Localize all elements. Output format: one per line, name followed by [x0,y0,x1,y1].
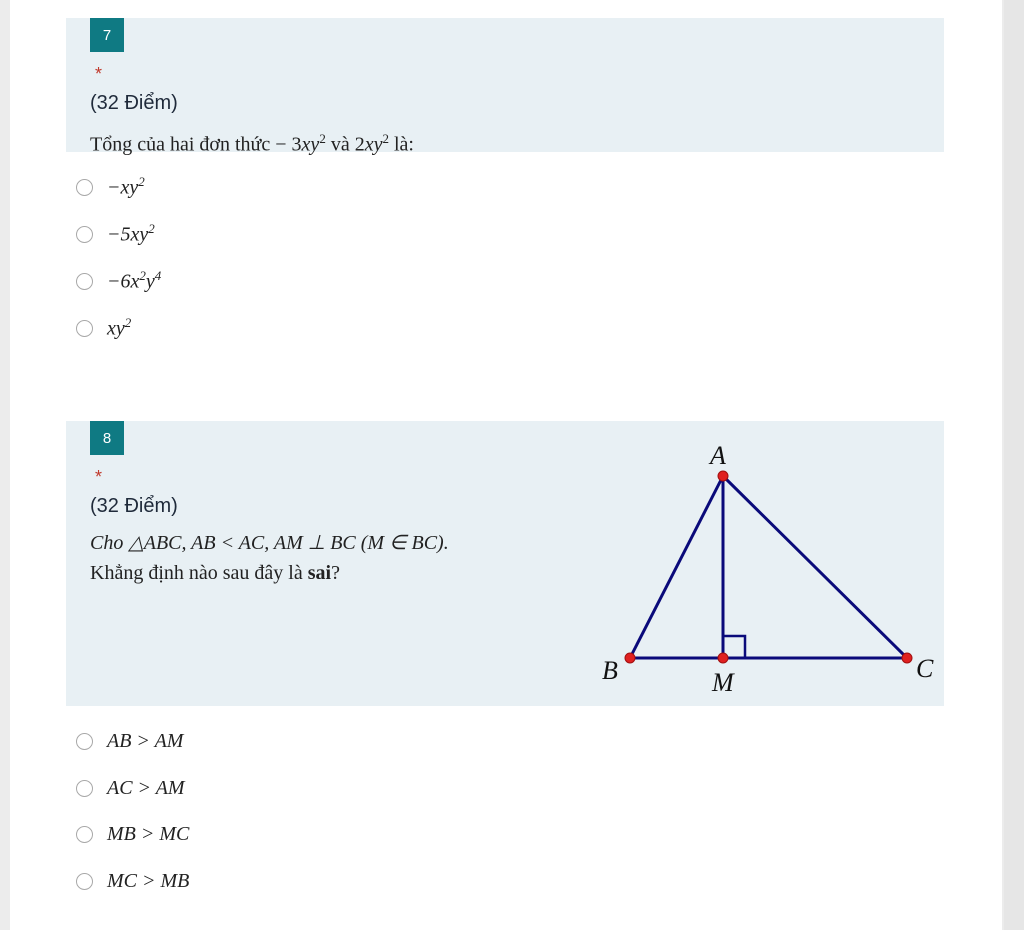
label-a: A [710,441,726,470]
point-b [625,653,635,663]
stem-text: ? [331,562,340,584]
label-c: C [916,654,934,683]
option-label: AB > AM [107,729,184,752]
question-number: 8 [90,421,124,455]
label-b: B [602,656,618,685]
option-label: $-5xy^2$ [107,221,155,246]
radio-button[interactable] [76,179,93,196]
stem-text: Khẳng định nào sau đây là [90,562,308,584]
stem-line-1: Cho △ABC, AB < AC, AM ⊥ BC (M ∈ BC). [90,532,449,554]
stem-math: xy [301,133,320,156]
radio-button[interactable] [76,226,93,243]
question-number: 7 [90,18,124,52]
required-marker: * [95,64,103,84]
stem-text: là: [388,133,414,156]
option-label: MB > MC [107,822,190,845]
question-7-header [66,18,944,156]
stem-math: xy [364,133,383,156]
option-label: $-xy^2$ [107,174,145,199]
label-m: M [712,668,734,697]
required-marker: * [95,467,103,487]
option-q7-4[interactable] [76,316,131,340]
question-stem [90,528,449,588]
segment-ab [630,476,723,658]
option-q8-2[interactable] [76,776,185,800]
stem-bold: sai [307,562,332,584]
question-stem: Tổng của hai đơn thức − $3xy^2$ và $2xy^2$ là: [90,131,414,156]
stem-text: và 2 [325,133,365,156]
option-q8-3[interactable] [76,822,189,846]
scrollbar-track[interactable] [1004,0,1024,930]
option-q8-4[interactable] [76,869,189,893]
stem-line-2 [90,558,449,588]
radio-button[interactable] [76,826,93,843]
option-q7-3[interactable] [76,269,161,293]
radio-button[interactable] [76,320,93,337]
radio-button[interactable] [76,780,93,797]
segment-ac [723,476,907,658]
point-c [902,653,912,663]
option-label: $xy^2$ [107,315,132,340]
option-label: MC > MB [107,869,190,892]
stem-text: Tổng của hai đơn thức − 3 [90,133,302,156]
triangle-figure [584,435,944,705]
radio-button[interactable] [76,733,93,750]
option-q7-2[interactable] [76,222,155,246]
question-points: (32 Điểm) [90,495,178,517]
question-8-header [66,421,944,706]
form-page [10,0,1002,930]
option-label: AC > AM [107,776,185,799]
radio-button[interactable] [76,873,93,890]
option-q7-1[interactable] [76,175,145,199]
point-m [718,653,728,663]
radio-button[interactable] [76,273,93,290]
option-q8-1[interactable] [76,729,183,753]
point-a [718,471,728,481]
question-points: (32 Điểm) [90,92,178,114]
option-label: $-6x^2y^4$ [107,268,162,293]
